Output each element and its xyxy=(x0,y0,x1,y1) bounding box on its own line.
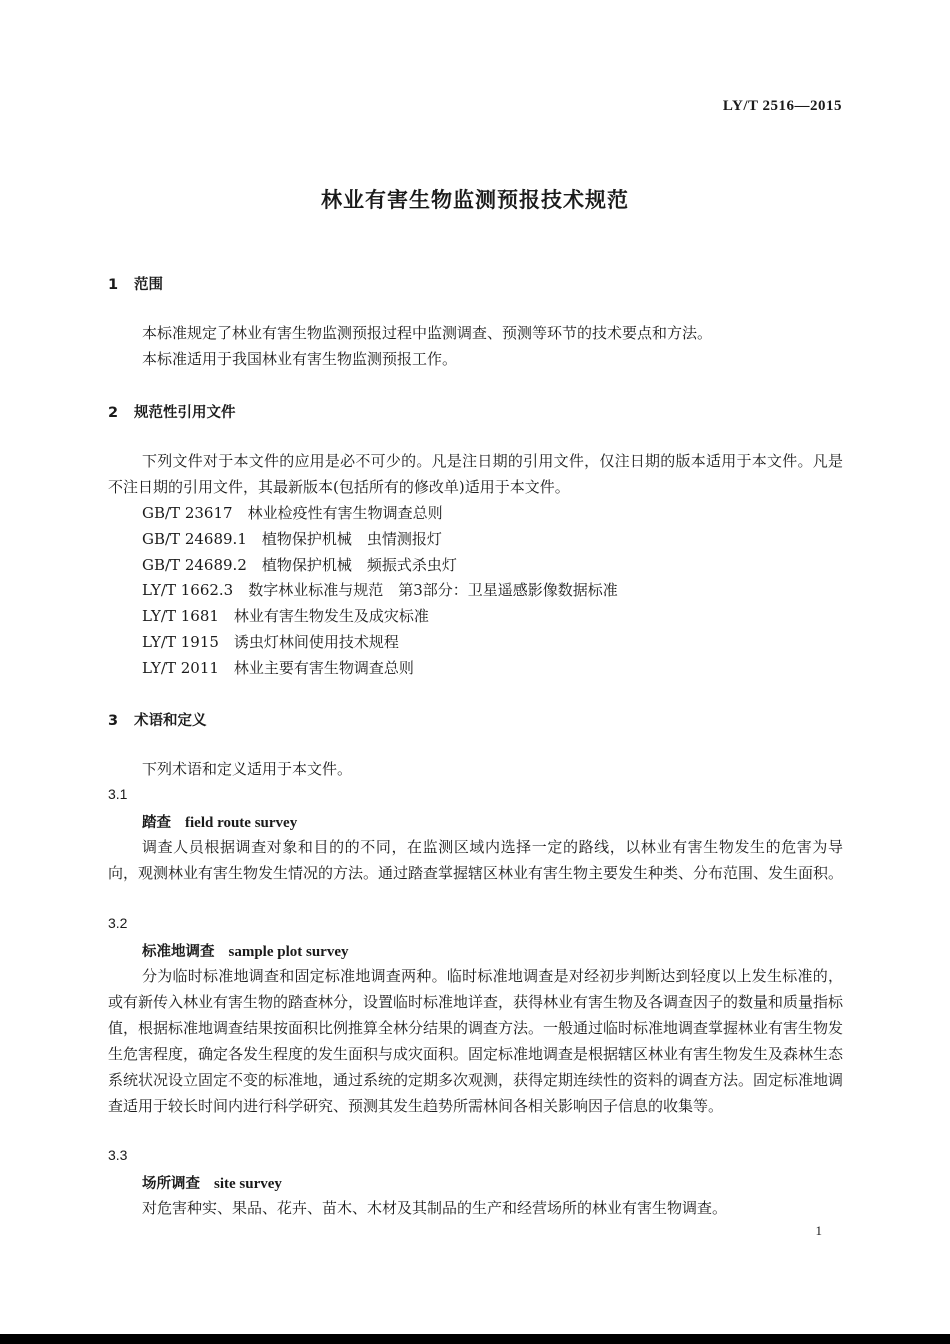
term-number: 3.1 xyxy=(108,786,128,802)
reference-code: GB/T 23617 xyxy=(142,504,233,522)
term-chinese: 踏查 xyxy=(142,815,171,831)
term-definition: 调查人员根据调查对象和目的的不同，在监测区域内选择一定的路线，以林业有害生物发生的危害为导向，观测林业有害生物发生情况的方法。通过踏查掌握辖区林业有害生物主要发生种类、分布范围、发生面积。 xyxy=(108,838,844,882)
term-english: site survey xyxy=(214,1176,282,1192)
section-3-heading xyxy=(108,709,207,730)
reference-title: 林业主要有害生物调查总则 xyxy=(233,659,414,677)
paragraph: 下列术语和定义适用于本文件。 xyxy=(142,760,353,778)
term-number: 3.3 xyxy=(108,1147,128,1163)
term-heading xyxy=(142,1172,282,1193)
section-number: 2 xyxy=(108,405,119,421)
reference-item xyxy=(142,655,414,681)
reference-item xyxy=(142,526,442,552)
term-definition: 分为临时标准地调查和固定标准地调查两种。临时标准地调查是对经初步判断达到轻度以上发生标准的，或有新传入林业有害生物的踏查林分，设置临时标准地详查，获得林业有害生物及各调查因子的数量和质量指标值，根据标准地调查结果按面积比例推算全林分结果的调查方法。一般通过临时标准地调查掌握林业有害生物发生危害程度，确定各发生程度的发生面积与成灾面积。固定标准地调查是根据辖区林业有害生物发生及森林生态系统状况设立固定不变的标准地，通过系统的定期多次观测，获得定期连续性的资料的调查方法。固定标准地调查适用于较长时间内进行科学研究、预测其发生趋势所需林间各相关影响因子信息的收集等。 xyxy=(108,967,844,1115)
standard-code: LY/T 2516—2015 xyxy=(722,98,842,114)
term-definition: 对危害种实、果品、花卉、苗木、木材及其制品的生产和经营场所的林业有害生物调查。 xyxy=(142,1199,728,1217)
document-title: 林业有害生物监测预报技术规范 xyxy=(321,188,629,212)
reference-code: GB/T 24689.1 xyxy=(142,530,247,548)
reference-code: LY/T 1681 xyxy=(142,607,219,625)
reference-code: LY/T 1915 xyxy=(142,633,219,651)
reference-title: 数字林业标准与规范 第3部分：卫星遥感影像数据标准 xyxy=(248,581,618,599)
paragraph: 下列文件对于本文件的应用是必不可少的。凡是注日期的引用文件，仅注日期的版本适用于本文件。凡是不注日期的引用文件，其最新版本(包括所有的修改单)适用于本文件。 xyxy=(108,452,843,496)
reference-item xyxy=(142,629,399,655)
paragraph: 本标准规定了林业有害生物监测预报过程中监测调查、预测等环节的技术要点和方法。 xyxy=(142,324,713,342)
term-english: field route survey xyxy=(185,815,298,831)
bottom-border xyxy=(0,1334,950,1344)
term-number: 3.2 xyxy=(108,915,128,931)
reference-code: LY/T 2011 xyxy=(142,659,219,677)
section-title: 范围 xyxy=(134,277,163,293)
reference-title: 林业有害生物发生及成灾标准 xyxy=(233,607,429,625)
reference-item xyxy=(142,603,429,629)
reference-title: 植物保护机械 虫情测报灯 xyxy=(261,530,442,548)
reference-title: 诱虫灯林间使用技术规程 xyxy=(233,633,399,651)
term-english: sample plot survey xyxy=(228,944,349,960)
section-1-heading xyxy=(108,273,163,294)
reference-code: LY/T 1662.3 xyxy=(142,581,234,599)
term-chinese: 场所调查 xyxy=(142,1176,200,1192)
section-2-heading xyxy=(108,401,236,422)
term-chinese: 标准地调查 xyxy=(142,944,215,960)
reference-title: 林业检疫性有害生物调查总则 xyxy=(247,504,443,522)
section-title: 术语和定义 xyxy=(134,713,207,729)
term-heading xyxy=(142,940,349,961)
paragraph: 本标准适用于我国林业有害生物监测预报工作。 xyxy=(142,350,458,368)
reference-item xyxy=(142,552,457,578)
section-number: 3 xyxy=(108,713,119,729)
reference-code: GB/T 24689.2 xyxy=(142,556,247,574)
section-number: 1 xyxy=(108,277,119,293)
term-heading xyxy=(142,811,297,832)
page-number: 1 xyxy=(815,1223,822,1238)
reference-item xyxy=(142,500,443,526)
reference-item xyxy=(142,577,618,603)
reference-title: 植物保护机械 频振式杀虫灯 xyxy=(261,556,457,574)
section-title: 规范性引用文件 xyxy=(134,405,236,421)
